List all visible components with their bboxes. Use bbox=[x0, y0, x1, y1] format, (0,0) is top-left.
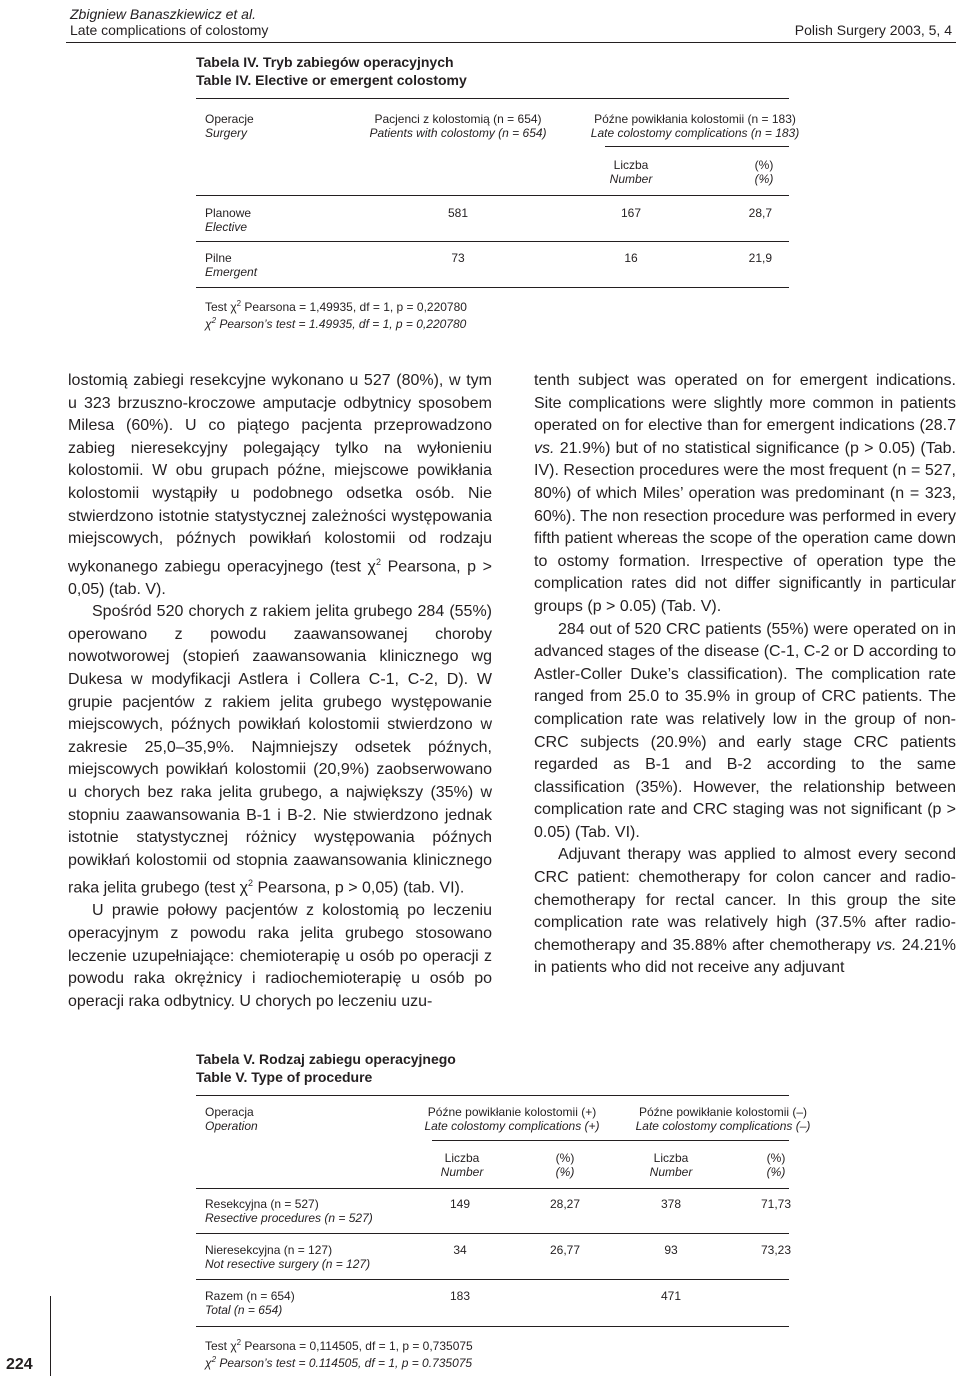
table4-sub-rule bbox=[605, 146, 789, 147]
table4-row-rule bbox=[196, 241, 789, 242]
table4-caption-en: Table IV. Elective or emergent colostomy bbox=[196, 72, 467, 88]
table4-row-elective-patients: 581 bbox=[447, 206, 469, 220]
table4-row-elective-number: 167 bbox=[620, 206, 642, 220]
header-article-title: Late complications of colostomy bbox=[70, 22, 269, 38]
table5-head-rule bbox=[196, 1188, 789, 1189]
header-rule bbox=[66, 42, 956, 43]
table5-head-percent-plus-pl: (%) bbox=[555, 1151, 575, 1165]
table5-test-pl: Test $\chi^2$ Pearsona = 0,114505, df = 1, p = 0,735075 bbox=[205, 1338, 473, 1353]
table4-row-elective-label bbox=[205, 206, 251, 234]
table5-head-number-plus bbox=[441, 1151, 484, 1179]
table4-caption-pl: Tabela IV. Tryb zabiegów operacyjnych bbox=[196, 54, 454, 70]
table4-head-complications bbox=[591, 112, 799, 140]
table5-head-percent-minus-pl: (%) bbox=[766, 1151, 786, 1165]
right-paragraph-3: Adjuvant therapy was applied to almost every second CRC patient: chemotherapy for colon cancer and radio-chemotherapy for rectal cancer. In this group the site complication rate was relatively high (37.5% after radio-chemotherapy and 35.88% after chemotherapy vs. 24.21% in patients who did not receive any adjuvant bbox=[534, 846, 957, 977]
table5-head-percent-minus-en: (%) bbox=[766, 1165, 786, 1179]
table5-head-percent-minus bbox=[767, 1151, 786, 1179]
table4-head-complications-en: Late colostomy complications (n = 183) bbox=[590, 126, 800, 140]
table5-head-minus-pl: Późne powikłanie kolostomii (–) bbox=[638, 1105, 808, 1119]
table5-head-plus-pl: Późne powikłanie kolostomii (+) bbox=[427, 1105, 597, 1119]
table5-row-resective-p1: 28,27 bbox=[549, 1197, 581, 1211]
table5-caption-en: Table V. Type of procedure bbox=[196, 1069, 373, 1085]
table5-head-percent-plus-en: (%) bbox=[555, 1165, 575, 1179]
table4-bottom-rule bbox=[196, 287, 789, 288]
table4-head-operations bbox=[205, 112, 254, 140]
table5-row-nonresective-en: Not resective surgery (n = 127) bbox=[205, 1257, 371, 1271]
table5-row-total-n1: 183 bbox=[449, 1289, 471, 1303]
table5-row-nonresective-n2: 93 bbox=[664, 1243, 678, 1257]
table4-head-percent-en: (%) bbox=[754, 172, 774, 186]
table4-row-emergent-number: 16 bbox=[624, 251, 638, 265]
table5-head-number-plus-en: Number bbox=[440, 1165, 484, 1179]
left-paragraph-1: lostomią zabiegi resekcyjne wykonano u 527 (80%), w tym u 323 brzuszno-kroczowe amputacje odbytnicy sposobem Milesa (60%). U co piątego pacjenta przeprowadzono zabieg nieresekcyjny polegający tylko na wyłonieniu kolostomii. W obu grupach późne, miejscowe powikłania kolostomii wystąpiły u podobnego odsetka osób. Nie stwierdzono istotnie statystycznej zależności występowania miejscowych, późnych powikłań kolostomii od rodzaju wykonanego zabiegu operacyjnego (test $\chi^2$ Pearsona, p > 0,05) (tab. V). bbox=[68, 372, 492, 598]
table4-row-emergent-percent: 21,9 bbox=[748, 251, 772, 265]
table5-row-resective-pl: Resekcyjna (n = 527) bbox=[205, 1197, 319, 1211]
table5-row-resective-en: Resective procedures (n = 527) bbox=[205, 1211, 373, 1225]
table4-head-number bbox=[610, 158, 653, 186]
table4-row-elective-en: Elective bbox=[205, 220, 248, 234]
left-paragraph-2: Spośród 520 chorych z rakiem jelita grubego 284 (55%) operowano z powodu zaawansowanej choroby nowotworowej (stopień zaawansowania klinicznego wg Dukesa w modyfikacji Astlera i Collera C-1, C-2, D). W grupie pacjentów z rakiem jelita grubego występowanie miejscowych, późnych powikłań kolostomii stwierdzono w zakresie 25,0–35,9%. Najmniejszy odsetek późnych, miejscowych powikłań kolostomii (20,9%) zaobserwowano u chorych bez raka jelita grubego, a największy (35%) w stopniu zaawansowania B-1 i B-2. Nie stwierdzono jednak istotnie statystycznej różnicy występowania późnych powikłań kolostomii od stopnia zaawansowania klinicznego raka jelita grubego (test $\chi^2$ Pearsona, p > 0,05) (tab. VI). bbox=[68, 603, 492, 897]
table5-row-nonresective-n1: 34 bbox=[453, 1243, 467, 1257]
table4-head-number-pl: Liczba bbox=[613, 158, 649, 172]
table5-row-rule-1 bbox=[196, 1233, 789, 1234]
table5-head-complications-minus bbox=[636, 1105, 811, 1133]
table5-row-nonresective-p1: 26,77 bbox=[549, 1243, 581, 1257]
table5-head-operation-en: Operation bbox=[205, 1119, 258, 1133]
table4-head-patients bbox=[369, 112, 546, 140]
table4-head-patients-pl: Pacjenci z kolostomią (n = 654) bbox=[374, 112, 542, 126]
table5-row-total-label bbox=[205, 1289, 295, 1317]
table4-row-emergent-en: Emergent bbox=[205, 265, 258, 279]
table5-head-number-plus-pl: Liczba bbox=[444, 1151, 480, 1165]
table4-head-number-en: Number bbox=[609, 172, 653, 186]
body-left-column bbox=[68, 370, 492, 1013]
table4-head-percent-pl: (%) bbox=[754, 158, 774, 172]
table5-sub-rule bbox=[432, 1140, 789, 1141]
table5-head-plus-en: Late colostomy complications (+) bbox=[424, 1119, 600, 1133]
page-number: 224 bbox=[6, 1356, 33, 1373]
table5-test-en: $\chi^2$ Pearson’s test = 0.114505, df = 1, p = 0.735075 bbox=[205, 1355, 473, 1370]
table4-head-rule bbox=[196, 195, 789, 196]
table5-row-resective-p2: 71,73 bbox=[760, 1197, 792, 1211]
table5-head-percent-plus bbox=[556, 1151, 575, 1179]
table5-head-operation bbox=[205, 1105, 258, 1133]
table4-row-elective-percent: 28,7 bbox=[748, 206, 772, 220]
left-paragraph-3: U prawie połowy pacjentów z kolostomią po leczeniu operacyjnym z powodu raka jelita grubego stosowano leczenie uzupełniające: chemioterapię u osób po operacji z powodu raka okrężnicy i radiochemioterapię u osób po operacji raka odbytnicy. U chorych po leczeniu uzu- bbox=[68, 902, 492, 1010]
table5-bottom-rule bbox=[196, 1326, 789, 1327]
table5-row-nonresective-label bbox=[205, 1243, 370, 1271]
running-header bbox=[70, 6, 268, 38]
table4-head-operations-pl: Operacje bbox=[205, 112, 254, 126]
table5-test-note bbox=[205, 1336, 473, 1370]
table4-head-patients-en: Patients with colostomy (n = 654) bbox=[369, 126, 547, 140]
table4-head-operations-en: Surgery bbox=[205, 126, 248, 140]
table5-head-operation-pl: Operacja bbox=[205, 1105, 254, 1119]
table5-row-resective-label bbox=[205, 1197, 373, 1225]
table4-test-en: $\chi^2$ Pearson’s test = 1.49935, df = 1, p = 0,220780 bbox=[205, 316, 467, 331]
table5-row-total-en: Total (n = 654) bbox=[205, 1303, 283, 1317]
table5-head-complications-plus bbox=[424, 1105, 599, 1133]
page-number-rule bbox=[50, 1296, 51, 1376]
table5-row-total-n2: 471 bbox=[660, 1289, 682, 1303]
header-journal: Polish Surgery 2003, 5, 4 bbox=[794, 22, 952, 38]
header-author: Zbigniew Banaszkiewicz et al. bbox=[70, 6, 256, 22]
table5-head-minus-en: Late colostomy complications (–) bbox=[635, 1119, 811, 1133]
right-paragraph-2: 284 out of 520 CRC patients (55%) were operated on in advanced stages of the disease (C-1, C-2 or D according to Astler-Coller Duke’s classification). The complication rate ranged from 25.0 to 35.9% in group of CRC patients. The complication rate was relatively low in the group of non-CRC subjects (20.9%) and early stage CRC patients regarded as B-1 and B-2 according to the same classification (35%). However, the relationship between complication rate and CRC staging was not significant (p > 0.05) (Tab. VI). bbox=[534, 620, 956, 841]
right-paragraph-1: tenth subject was operated on for emergent indications. Site complications were slightly more common in patients operated on for elective than for emergent indications (28.7 vs. 21.9%) but of no statistical significance (p > 0.05) (Tab. IV). Resection procedures were the most frequent (n = 527, 80%) of which Miles’ operation was predominant (n = 323, 60%). The non resection procedure was performed in every fifth patient whereas the scope of the operation came down to ostomy formation. Irrespective of operation type the complication rates did not differ significantly in particular groups (p > 0.05) (Tab. V). bbox=[534, 372, 956, 615]
table4-head-percent bbox=[755, 158, 774, 186]
table5-top-rule bbox=[196, 1095, 789, 1096]
body-right-column bbox=[534, 370, 956, 980]
table5-caption-pl: Tabela V. Rodzaj zabiegu operacyjnego bbox=[196, 1051, 456, 1067]
table5-row-rule-2 bbox=[196, 1279, 789, 1280]
table5-head-number-minus-pl: Liczba bbox=[653, 1151, 689, 1165]
table4-row-emergent-label bbox=[205, 251, 257, 279]
table4-test-pl: Test $\chi^2$ Pearsona = 1,49935, df = 1, p = 0,220780 bbox=[205, 299, 467, 314]
table5-row-total-pl: Razem (n = 654) bbox=[205, 1289, 295, 1303]
table5-head-number-minus-en: Number bbox=[649, 1165, 693, 1179]
table4-head-complications-pl: Późne powikłania kolostomii (n = 183) bbox=[594, 112, 796, 126]
table5-head-number-minus bbox=[650, 1151, 693, 1179]
table4-row-elective-pl: Planowe bbox=[205, 206, 252, 220]
table5-row-nonresective-p2: 73,23 bbox=[760, 1243, 792, 1257]
table5-row-resective-n1: 149 bbox=[449, 1197, 471, 1211]
table4-row-emergent-pl: Pilne bbox=[205, 251, 232, 265]
table4-top-rule bbox=[196, 98, 789, 99]
table5-row-nonresective-pl: Nieresekcyjna (n = 127) bbox=[205, 1243, 333, 1257]
table5-row-resective-n2: 378 bbox=[660, 1197, 682, 1211]
table4-test-note bbox=[205, 297, 467, 331]
table4-row-emergent-patients: 73 bbox=[451, 251, 465, 265]
